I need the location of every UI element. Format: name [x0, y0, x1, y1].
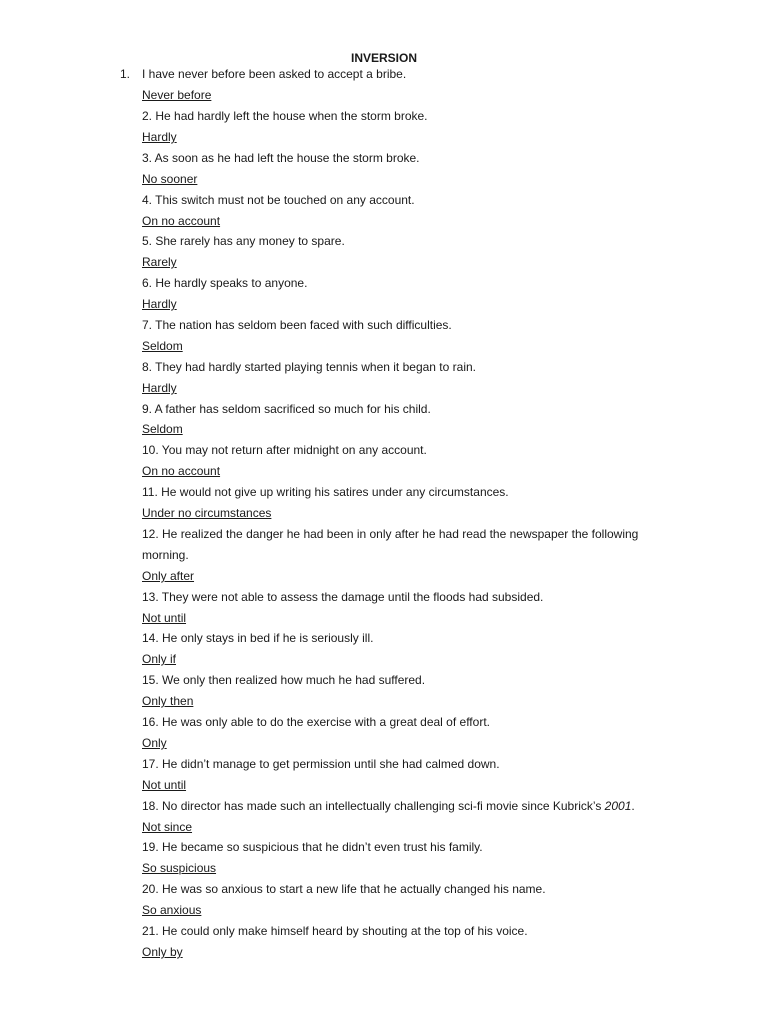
sentence-text: 2. He had hardly left the house when the storm broke.: [142, 109, 428, 123]
answer-text: Never before: [142, 88, 212, 102]
sentence-text: 6. He hardly speaks to anyone.: [142, 276, 308, 290]
exercise-sentence: [142, 839, 483, 855]
exercise-sentence: [142, 526, 638, 542]
answer-text: Not until: [142, 611, 187, 625]
sentence-text: 4. This switch must not be touched on any account.: [142, 193, 415, 207]
sentence-text: 14. He only stays in bed if he is seriously ill.: [142, 631, 374, 645]
answer-text: Not until: [142, 778, 187, 792]
exercise-sentence: [142, 672, 425, 688]
sentence-text: 17. He didn’t manage to get permission until she had calmed down.: [142, 757, 500, 771]
exercise-sentence: [142, 756, 500, 772]
sentence-tail: .: [631, 799, 635, 813]
answer-text: No sooner: [142, 172, 198, 186]
exercise-sentence: [142, 108, 428, 124]
answer-text: Not since: [142, 820, 193, 834]
sentence-text: 5. She rarely has any money to spare.: [142, 234, 345, 248]
sentence-text: 9. A father has seldom sacrificed so much for his child.: [142, 402, 431, 416]
answer-text: So anxious: [142, 903, 202, 917]
sentence-text: 7. The nation has seldom been faced with such difficulties.: [142, 318, 452, 332]
sentence-text: 13. They were not able to assess the damage until the floods had subsided.: [142, 590, 544, 604]
sentence-text: 10. You may not return after midnight on any account.: [142, 443, 427, 457]
exercise-sentence: [142, 359, 476, 375]
sentence-text: 15. We only then realized how much he had suffered.: [142, 673, 426, 687]
answer-text: Seldom: [142, 339, 183, 353]
answer-text: Seldom: [142, 422, 183, 436]
italic-title: 2001: [604, 799, 632, 813]
answer-text: So suspicious: [142, 861, 217, 875]
sentence-text: 19. He became so suspicious that he didn’t even trust his family.: [142, 840, 483, 854]
answer-text: On no account: [142, 464, 221, 478]
sentence-text: 20. He was so anxious to start a new life that he actually changed his name.: [142, 882, 546, 896]
exercise-sentence: [142, 881, 546, 897]
exercise-sentence: I have never before been asked to accept a bribe.: [142, 67, 407, 81]
answer-text: Only by: [142, 945, 183, 959]
answer-text: Only after: [142, 569, 195, 583]
exercise-sentence: [142, 317, 452, 333]
exercise-sentence: [142, 192, 415, 208]
sentence-text: 18. No director has made such an intellectually challenging sci-fi movie since Kubrick’s: [142, 799, 605, 813]
exercise-sentence: [142, 233, 345, 249]
exercise-sentence: [142, 275, 307, 291]
item-number: 1.: [120, 67, 131, 81]
exercise-sentence: [142, 798, 635, 814]
answer-text: Only then: [142, 694, 194, 708]
sentence-text: 3. As soon as he had left the house the storm broke.: [142, 151, 420, 165]
exercise-sentence: [142, 401, 431, 417]
answer-text: Only: [142, 736, 167, 750]
exercise-sentence: [142, 714, 490, 730]
sentence-text: 8. They had hardly started playing tennis when it began to rain.: [142, 360, 476, 374]
answer-text: On no account: [142, 214, 221, 228]
exercise-sentence: [142, 484, 509, 500]
exercise-sentence: [142, 442, 427, 458]
sentence-text: 16. He was only able to do the exercise with a great deal of effort.: [142, 715, 490, 729]
exercise-sentence: [142, 923, 528, 939]
sentence-continuation: morning.: [142, 548, 189, 562]
answer-text: Under no circumstances: [142, 506, 272, 520]
answer-text: Rarely: [142, 255, 177, 269]
answer-text: Only if: [142, 652, 177, 666]
exercise-sentence: [142, 150, 420, 166]
sentence-text: 21. He could only make himself heard by shouting at the top of his voice.: [142, 924, 528, 938]
document-title: INVERSION: [350, 51, 417, 65]
sentence-text: 11. He would not give up writing his satires under any circumstances.: [142, 485, 509, 499]
exercise-sentence: [142, 630, 373, 646]
answer-text: Hardly: [142, 130, 177, 144]
answer-text: Hardly: [142, 381, 177, 395]
exercise-sentence: [142, 589, 543, 605]
answer-text: Hardly: [142, 297, 177, 311]
sentence-text: 12. He realized the danger he had been in only after he had read the newspaper the following: [142, 527, 639, 541]
